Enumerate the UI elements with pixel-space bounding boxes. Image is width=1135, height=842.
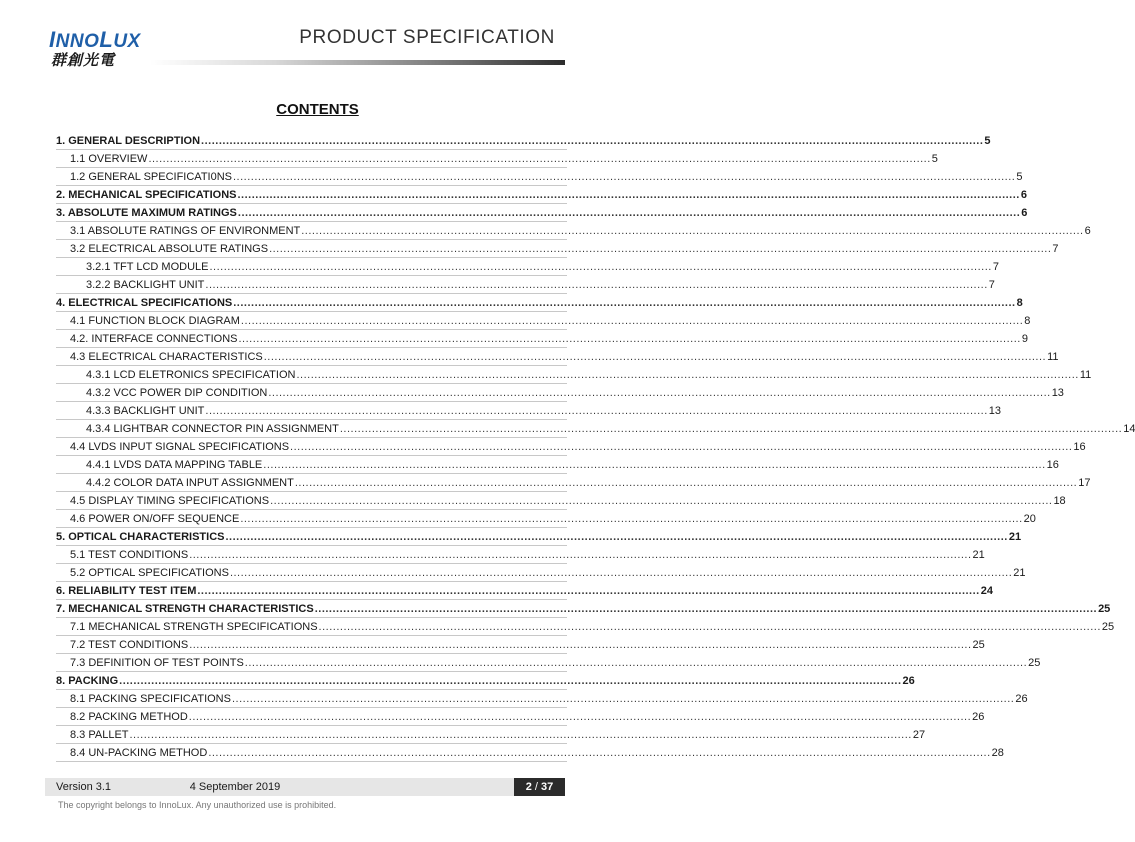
toc-entry-label: 8.3 PALLET bbox=[70, 729, 129, 741]
toc-entry-page: 16 bbox=[1073, 441, 1086, 453]
page-current: 2 bbox=[525, 781, 532, 793]
footer-bar bbox=[45, 778, 565, 796]
toc-entry-page: 6 bbox=[1021, 207, 1028, 219]
toc-entry-label: 4.2. INTERFACE CONNECTIONS bbox=[70, 333, 238, 345]
toc-leader-dots: ............................................................................................................................................................................................................................ bbox=[237, 207, 1021, 219]
toc-entry-label: 5.1 TEST CONDITIONS bbox=[70, 549, 189, 561]
toc-entry-page: 13 bbox=[988, 405, 1001, 417]
toc-leader-dots: ............................................................................................................................................................................................................................ bbox=[296, 369, 1079, 381]
toc-entry-label: 4.3.2 VCC POWER DIP CONDITION bbox=[86, 387, 268, 399]
footer-version: Version 3.1 bbox=[56, 781, 112, 793]
toc-leader-dots: ............................................................................................................................................................................................................................ bbox=[231, 693, 1015, 705]
toc-entry-label: 5. OPTICAL CHARACTERISTICS bbox=[56, 531, 225, 543]
toc-entry[interactable] bbox=[56, 510, 1036, 528]
toc-leader-dots: ............................................................................................................................................................................................................................ bbox=[240, 315, 1024, 327]
toc-leader-dots: ............................................................................................................................................................................................................................ bbox=[188, 711, 972, 723]
toc-entry[interactable] bbox=[56, 672, 915, 690]
toc-entry-page: 24 bbox=[980, 585, 993, 597]
toc-leader-dots: ............................................................................................................................................................................................................................ bbox=[225, 531, 1008, 543]
toc-entry-page: 8 bbox=[1016, 297, 1023, 309]
toc-entry[interactable] bbox=[56, 258, 999, 276]
toc-entry[interactable] bbox=[56, 312, 1031, 330]
toc-leader-dots: ............................................................................................................................................................................................................................ bbox=[314, 603, 1098, 615]
toc-entry-label: 4.1 FUNCTION BLOCK DIAGRAM bbox=[70, 315, 240, 327]
toc-entry-label: 3.2 ELECTRICAL ABSOLUTE RATINGS bbox=[70, 243, 269, 255]
contents-heading: CONTENTS bbox=[276, 101, 359, 118]
toc-entry-label: 7.3 DEFINITION OF TEST POINTS bbox=[70, 657, 244, 669]
toc-leader-dots: ............................................................................................................................................................................................................................ bbox=[268, 387, 1051, 399]
page-number bbox=[514, 778, 565, 796]
toc-entry-label: 1. GENERAL DESCRIPTION bbox=[56, 135, 201, 147]
toc-entry[interactable] bbox=[56, 186, 1027, 204]
toc-entry-page: 7 bbox=[992, 261, 999, 273]
toc-entry-label: 4.4 LVDS INPUT SIGNAL SPECIFICATIONS bbox=[70, 441, 290, 453]
toc-entry[interactable] bbox=[56, 528, 1022, 546]
toc-entry-label: 4.3 ELECTRICAL CHARACTERISTICS bbox=[70, 351, 263, 363]
toc-entry-page: 14 bbox=[1123, 423, 1135, 435]
toc-entry-page: 28 bbox=[991, 747, 1004, 759]
toc-entry[interactable] bbox=[56, 546, 985, 564]
toc-entry-label: 4.4.2 COLOR DATA INPUT ASSIGNMENT bbox=[86, 477, 294, 489]
toc-entry-label: 4.4.1 LVDS DATA MAPPING TABLE bbox=[86, 459, 263, 471]
toc-entry-label: 4.5 DISPLAY TIMING SPECIFICATIONS bbox=[70, 495, 270, 507]
table-of-contents bbox=[56, 132, 1135, 762]
toc-entry-page: 21 bbox=[972, 549, 985, 561]
toc-entry-page: 27 bbox=[912, 729, 926, 741]
toc-leader-dots: ............................................................................................................................................................................................................................ bbox=[197, 585, 980, 597]
toc-leader-dots: ............................................................................................................................................................................................................................ bbox=[263, 351, 1047, 363]
toc-leader-dots: ............................................................................................................................................................................................................................ bbox=[238, 333, 1021, 345]
toc-leader-dots: ............................................................................................................................................................................................................................ bbox=[148, 153, 931, 165]
logo-wordmark: INNOLUX bbox=[49, 27, 141, 52]
toc-leader-dots: ............................................................................................................................................................................................................................ bbox=[205, 279, 988, 291]
toc-entry[interactable] bbox=[56, 222, 1091, 240]
toc-entry-page: 20 bbox=[1023, 513, 1036, 525]
toc-entry[interactable] bbox=[56, 150, 938, 168]
toc-entry-label: 4.3.4 LIGHTBAR CONNECTOR PIN ASSIGNMENT bbox=[86, 423, 339, 435]
toc-entry-page: 21 bbox=[1008, 531, 1022, 543]
toc-entry-page: 25 bbox=[1098, 603, 1111, 615]
toc-entry-page: 13 bbox=[1051, 387, 1064, 399]
toc-leader-dots: ............................................................................................................................................................................................................................ bbox=[294, 477, 1078, 489]
toc-entry[interactable] bbox=[56, 474, 1091, 492]
toc-leader-dots: ............................................................................................................................................................................................................................ bbox=[201, 135, 984, 147]
toc-leader-dots: ............................................................................................................................................................................................................................ bbox=[240, 513, 1023, 525]
footer-date: 4 September 2019 bbox=[189, 781, 281, 793]
toc-entry[interactable] bbox=[56, 330, 1028, 348]
toc-entry-label: 4.3.3 BACKLIGHT UNIT bbox=[86, 405, 205, 417]
toc-entry[interactable] bbox=[56, 384, 1064, 402]
toc-entry-page: 26 bbox=[902, 675, 915, 687]
toc-entry-page: 21 bbox=[1013, 567, 1026, 579]
logo-chinese-name: 群創光電 bbox=[51, 51, 116, 69]
toc-entry[interactable] bbox=[56, 492, 1066, 510]
toc-leader-dots: ............................................................................................................................................................................................................................ bbox=[301, 225, 1084, 237]
toc-entry-page: 26 bbox=[1015, 693, 1028, 705]
toc-entry-label: 4.6 POWER ON/OFF SEQUENCE bbox=[70, 513, 240, 525]
toc-entry[interactable] bbox=[56, 438, 1086, 456]
toc-entry-label: 3.2.1 TFT LCD MODULE bbox=[86, 261, 209, 273]
toc-leader-dots: ............................................................................................................................................................................................................................ bbox=[129, 729, 912, 741]
toc-entry-label: 3.2.2 BACKLIGHT UNIT bbox=[86, 279, 205, 291]
toc-entry-label: 8. PACKING bbox=[56, 675, 119, 687]
toc-entry-label: 7. MECHANICAL STRENGTH CHARACTERISTICS bbox=[56, 603, 314, 615]
toc-entry[interactable] bbox=[56, 204, 1028, 222]
toc-entry-page: 5 bbox=[931, 153, 938, 165]
toc-entry[interactable] bbox=[56, 690, 1028, 708]
toc-entry-label: 4. ELECTRICAL SPECIFICATIONS bbox=[56, 297, 233, 309]
toc-entry[interactable] bbox=[56, 708, 985, 726]
toc-entry-page: 11 bbox=[1079, 369, 1092, 381]
page-total: 37 bbox=[541, 781, 554, 793]
toc-entry-page: 18 bbox=[1053, 495, 1066, 507]
toc-entry-label: 1.1 OVERVIEW bbox=[70, 153, 148, 165]
toc-entry[interactable] bbox=[56, 564, 1026, 582]
toc-entry[interactable] bbox=[56, 420, 1135, 438]
toc-entry-label: 8.4 UN-PACKING METHOD bbox=[70, 747, 208, 759]
toc-leader-dots: ............................................................................................................................................................................................................................ bbox=[189, 549, 972, 561]
toc-entry[interactable] bbox=[56, 726, 926, 744]
toc-entry-label: 8.1 PACKING SPECIFICATIONS bbox=[70, 693, 231, 705]
toc-entry-label: 4.3.1 LCD ELETRONICS SPECIFICATION bbox=[86, 369, 296, 381]
toc-entry-page: 11 bbox=[1047, 351, 1059, 363]
document-title: PRODUCT SPECIFICATION bbox=[299, 27, 555, 48]
toc-entry[interactable] bbox=[56, 132, 991, 150]
toc-leader-dots: ............................................................................................................................................................................................................................ bbox=[208, 747, 991, 759]
toc-leader-dots: ............................................................................................................................................................................................................................ bbox=[189, 639, 972, 651]
toc-entry-label: 8.2 PACKING METHOD bbox=[70, 711, 188, 723]
toc-leader-dots: ............................................................................................................................................................................................................................ bbox=[205, 405, 988, 417]
toc-entry-label: 3. ABSOLUTE MAXIMUM RATINGS bbox=[56, 207, 237, 219]
toc-entry-page: 7 bbox=[1052, 243, 1059, 255]
toc-entry[interactable] bbox=[56, 276, 995, 294]
toc-entry-page: 6 bbox=[1084, 225, 1091, 237]
toc-entry-page: 5 bbox=[984, 135, 991, 147]
header-divider bbox=[150, 60, 565, 65]
toc-entry-label: 6. RELIABILITY TEST ITEM bbox=[56, 585, 197, 597]
toc-leader-dots: ............................................................................................................................................................................................................................ bbox=[270, 495, 1053, 507]
toc-leader-dots: ............................................................................................................................................................................................................................ bbox=[263, 459, 1046, 471]
toc-entry[interactable] bbox=[56, 240, 1059, 258]
toc-leader-dots: ............................................................................................................................................................................................................................ bbox=[119, 675, 902, 687]
toc-entry[interactable] bbox=[56, 366, 1092, 384]
toc-entry-page: 25 bbox=[1028, 657, 1041, 669]
toc-entry[interactable] bbox=[56, 636, 985, 654]
toc-entry[interactable] bbox=[56, 294, 1023, 312]
toc-entry-page: 26 bbox=[972, 711, 985, 723]
toc-leader-dots: ............................................................................................................................................................................................................................ bbox=[318, 621, 1101, 633]
toc-entry-page: 25 bbox=[972, 639, 985, 651]
toc-leader-dots: ............................................................................................................................................................................................................................ bbox=[269, 243, 1052, 255]
toc-leader-dots: ............................................................................................................................................................................................................................ bbox=[233, 297, 1016, 309]
toc-entry-page: 5 bbox=[1016, 171, 1023, 183]
toc-entry[interactable] bbox=[56, 402, 1001, 420]
toc-entry[interactable] bbox=[56, 456, 1059, 474]
toc-entry-page: 7 bbox=[988, 279, 995, 291]
toc-entry-label: 2. MECHANICAL SPECIFICATIONS bbox=[56, 189, 237, 201]
toc-leader-dots: ............................................................................................................................................................................................................................ bbox=[229, 567, 1013, 579]
toc-entry-label: 7.2 TEST CONDITIONS bbox=[70, 639, 189, 651]
toc-entry[interactable] bbox=[56, 618, 1115, 636]
toc-leader-dots: ............................................................................................................................................................................................................................ bbox=[290, 441, 1073, 453]
toc-leader-dots: ............................................................................................................................................................................................................................ bbox=[233, 171, 1016, 183]
toc-entry[interactable] bbox=[56, 600, 1111, 618]
toc-entry[interactable] bbox=[56, 654, 1041, 672]
toc-entry-page: 25 bbox=[1101, 621, 1115, 633]
toc-entry[interactable] bbox=[56, 168, 1023, 186]
toc-leader-dots: ............................................................................................................................................................................................................................ bbox=[237, 189, 1020, 201]
toc-entry-page: 8 bbox=[1024, 315, 1031, 327]
toc-entry-label: 7.1 MECHANICAL STRENGTH SPECIFICATIONS bbox=[70, 621, 318, 633]
innolux-logo bbox=[49, 27, 141, 74]
toc-entry-label: 5.2 OPTICAL SPECIFICATIONS bbox=[70, 567, 229, 579]
toc-entry-page: 17 bbox=[1078, 477, 1091, 489]
copyright-notice: The copyright belongs to InnoLux. Any unauthorized use is prohibited. bbox=[58, 800, 337, 810]
toc-leader-dots: ............................................................................................................................................................................................................................ bbox=[209, 261, 992, 273]
toc-leader-dots: ............................................................................................................................................................................................................................ bbox=[244, 657, 1028, 669]
toc-entry[interactable] bbox=[56, 744, 1004, 762]
page-separator: / bbox=[531, 781, 542, 793]
toc-entry-page: 6 bbox=[1020, 189, 1027, 201]
toc-entry-label: 3.1 ABSOLUTE RATINGS OF ENVIRONMENT bbox=[70, 225, 301, 237]
toc-entry[interactable] bbox=[56, 582, 993, 600]
toc-entry[interactable] bbox=[56, 348, 1059, 366]
toc-entry-page: 9 bbox=[1021, 333, 1028, 345]
toc-entry-page: 16 bbox=[1046, 459, 1059, 471]
toc-leader-dots: ............................................................................................................................................................................................................................ bbox=[339, 423, 1123, 435]
toc-entry-label: 1.2 GENERAL SPECIFICATI0NS bbox=[70, 171, 232, 183]
